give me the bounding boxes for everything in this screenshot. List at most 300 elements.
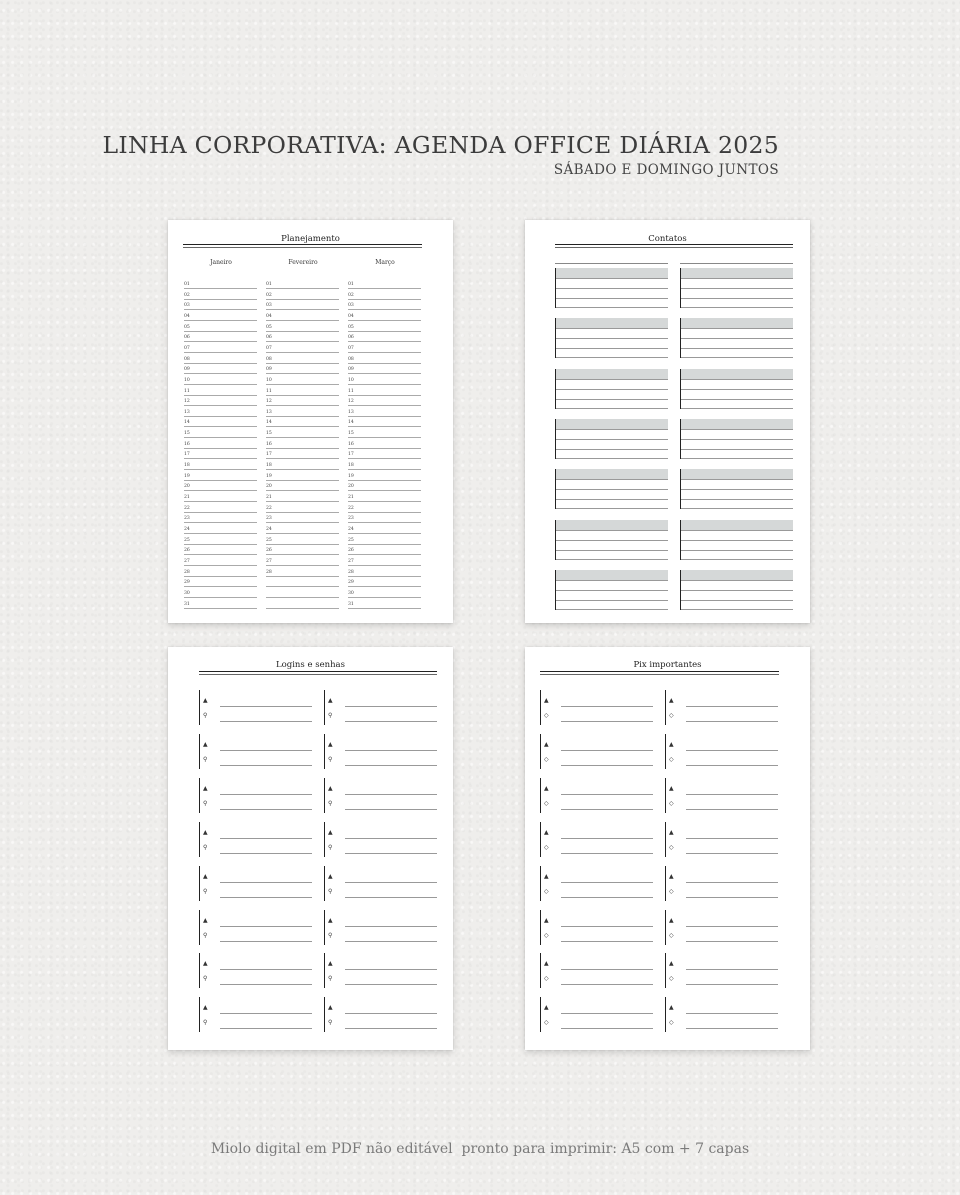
day-number: 03 [348,303,354,309]
day-number: 14 [184,420,190,426]
page-subtitle: SÁBADO E DOMINGO JUNTOS [553,162,779,178]
entry-card [665,866,778,901]
pix-icon: ◇ [669,755,674,763]
footer-caption: Miolo digital em PDF não editável pronto para imprimir: A5 com + 7 capas [210,1141,750,1157]
user-icon: ▲ [544,740,549,748]
entry-card [324,910,437,945]
contact-line [556,357,668,358]
pix-icon: ◇ [669,931,674,939]
sheet-logins-senhas [168,647,453,1050]
day-number: 08 [266,356,272,362]
day-row [348,576,421,587]
user-icon: ▲ [544,916,549,924]
day-number: 28 [266,569,272,575]
day-row [184,438,257,449]
day-number: 09 [266,367,272,373]
contact-line [556,600,668,601]
entry-card [540,822,653,857]
contact-line [681,288,793,289]
day-number: 21 [348,495,354,500]
entry-line [561,1028,653,1029]
entry-line [686,1028,778,1029]
day-number: 24 [266,526,272,532]
contact-name-field [556,369,668,379]
day-row [184,427,257,438]
contact-line [681,508,793,509]
day-number: 16 [184,441,190,447]
contact-line [556,399,668,400]
entry-line [345,794,437,795]
day-number: 02 [266,292,272,298]
contact-line [556,379,668,380]
entry-line [686,853,778,854]
day-row [184,480,257,491]
day-number: 17 [184,452,190,458]
day-number: 01 [184,282,190,287]
entry-line [220,750,312,751]
pix-icon: ◇ [544,799,549,807]
contact-line [556,530,668,531]
contact-card [680,469,793,509]
sheet-title: Pix importantes [633,660,702,670]
entry-line [686,750,778,751]
key-icon: ⚲ [203,843,208,851]
user-icon: ▲ [203,784,208,792]
title-rule [555,244,793,247]
day-row [184,534,257,545]
contact-line [681,479,793,480]
day-number: 26 [184,548,190,554]
day-row [266,374,339,385]
contact-name-field [681,520,793,530]
day-row [348,321,421,332]
day-number: 03 [266,303,272,309]
day-number: 26 [266,548,272,554]
month-header: Fevereiro [288,259,318,266]
user-icon: ▲ [669,828,674,836]
day-row [348,587,421,598]
day-row [348,448,421,459]
entry-line [686,1013,778,1014]
day-number: 06 [266,335,272,341]
contact-line [681,389,793,390]
day-number: 09 [348,367,354,373]
contact-line [681,338,793,339]
day-number: 15 [266,431,272,437]
day-number: 01 [348,282,354,287]
contact-line [681,357,793,358]
contact-line [681,530,793,531]
contact-line [681,439,793,440]
pix-icon: ◇ [669,1019,674,1027]
day-number: 27 [348,558,354,564]
day-row [184,598,257,609]
entry-card [199,866,312,901]
user-icon: ▲ [544,697,549,704]
entry-card [199,953,312,988]
entry-line [561,969,653,970]
contact-name-field [556,318,668,328]
day-row [266,363,339,374]
day-number: 12 [266,399,272,405]
day-row [184,363,257,374]
pix-icon: ◇ [544,712,549,719]
day-row [266,427,339,438]
entry-line [220,706,312,707]
day-row [348,502,421,513]
day-row [266,278,339,289]
day-number: 03 [184,303,190,309]
day-number: 19 [184,473,190,479]
day-row [348,374,421,385]
entry-card [324,690,437,725]
day-row [266,395,339,406]
contact-line [681,458,793,459]
day-row [184,576,257,587]
day-number: 07 [184,345,190,351]
day-number: 30 [184,590,190,596]
contact-card [680,570,793,610]
day-number: 18 [184,463,190,469]
entry-card [199,910,312,945]
user-icon: ▲ [328,697,333,704]
user-icon: ▲ [328,784,333,792]
day-row [184,385,257,396]
contact-card [680,520,793,560]
day-row [348,363,421,374]
day-number: 04 [184,313,190,319]
day-number: 20 [348,484,354,490]
day-row [266,523,339,534]
day-number: 13 [266,409,272,415]
contact-card [555,419,668,459]
contact-line [681,399,793,400]
day-row [266,342,339,353]
entry-line [345,941,437,942]
day-number: 16 [348,441,354,447]
day-row [184,299,257,310]
entry-line [686,794,778,795]
day-row [184,470,257,481]
day-row [266,470,339,481]
contact-line [681,328,793,329]
contact-line [556,348,668,349]
entry-line [345,809,437,810]
day-number: 26 [348,548,354,554]
entry-line [220,926,312,927]
entry-line [220,984,312,985]
user-icon: ▲ [544,960,549,968]
day-row [184,502,257,513]
key-icon: ⚲ [203,799,208,807]
user-icon: ▲ [669,740,674,748]
day-row [266,353,339,364]
day-number: 12 [348,399,354,405]
day-row [184,374,257,385]
key-icon: ⚲ [203,975,208,983]
day-number: 08 [348,356,354,362]
entry-line [220,721,312,722]
contact-line [556,389,668,390]
entry-card [540,866,653,901]
key-icon: ⚲ [203,931,208,939]
day-row [266,299,339,310]
entry-line [561,721,653,722]
day-number: 27 [266,558,272,564]
day-row [184,278,257,289]
contact-line [556,489,668,490]
day-row [266,416,339,427]
contact-line [681,559,793,560]
day-number: 10 [266,377,272,383]
entry-line [220,765,312,766]
contact-line [681,408,793,409]
entry-line [345,750,437,751]
entry-card [324,953,437,988]
day-number: 20 [266,484,272,490]
entry-line [686,969,778,970]
day-number: 07 [266,345,272,351]
day-number: 13 [184,409,190,415]
contact-line [556,439,668,440]
contact-line [681,600,793,601]
pix-icon: ◇ [544,1019,549,1027]
contact-line [556,449,668,450]
entry-line [220,1013,312,1014]
user-icon: ▲ [544,872,549,880]
contact-card [555,570,668,610]
day-number: 29 [348,580,354,586]
day-number: 13 [348,409,354,415]
contact-line [681,379,793,380]
entry-card [199,997,312,1032]
day-row [348,512,421,523]
contact-card [680,268,793,308]
user-icon: ▲ [544,784,549,792]
day-number: 24 [348,526,354,532]
user-icon: ▲ [203,872,208,880]
entry-line [686,721,778,722]
day-number: 17 [266,452,272,458]
key-icon: ⚲ [328,931,333,939]
contact-name-field [681,419,793,429]
day-row [266,587,339,598]
contact-line [681,590,793,591]
entry-card [324,734,437,769]
entry-card [324,778,437,813]
key-icon: ⚲ [203,887,208,895]
user-icon: ▲ [328,1004,333,1012]
key-icon: ⚲ [328,1019,333,1027]
day-number: 09 [184,367,190,373]
day-row [348,523,421,534]
day-row [348,353,421,364]
entry-line [345,969,437,970]
contact-line [681,540,793,541]
day-row [348,331,421,342]
entry-line [686,765,778,766]
user-icon: ▲ [328,872,333,880]
user-icon: ▲ [203,828,208,836]
day-row [266,598,339,609]
day-row [348,385,421,396]
day-number: 28 [184,569,190,575]
user-icon: ▲ [203,916,208,924]
day-number: 23 [348,516,354,522]
entry-line [345,853,437,854]
entry-line [561,882,653,883]
day-row [184,331,257,342]
pix-icon: ◇ [544,931,549,939]
contact-card [555,268,668,308]
day-number: 15 [184,431,190,437]
entry-line [220,853,312,854]
pix-icon: ◇ [669,712,674,719]
entry-card [540,953,653,988]
contacts-top-line [555,263,668,264]
user-icon: ▲ [544,1004,549,1012]
day-number: 21 [266,495,272,500]
day-number: 01 [266,282,272,287]
day-row [184,321,257,332]
day-number: 22 [348,505,354,511]
day-row [348,406,421,417]
contact-name-field [681,268,793,278]
day-number: 14 [348,420,354,426]
day-row [184,416,257,427]
pix-icon: ◇ [669,799,674,807]
user-icon: ▲ [328,960,333,968]
day-number: 10 [184,377,190,383]
entry-card [199,822,312,857]
day-number: 22 [266,505,272,511]
day-number: 19 [348,473,354,479]
key-icon: ⚲ [203,712,208,719]
day-row [348,278,421,289]
day-number: 16 [266,441,272,447]
day-number: 06 [348,335,354,341]
day-row [348,491,421,502]
day-row [266,310,339,321]
contact-line [681,429,793,430]
entry-line [345,882,437,883]
day-number: 02 [184,292,190,298]
entry-line [561,984,653,985]
entry-line [345,926,437,927]
day-row [266,448,339,459]
day-row [348,416,421,427]
contact-line [681,580,793,581]
day-row [266,555,339,566]
user-icon: ▲ [669,784,674,792]
day-row [184,491,257,502]
contact-line [556,458,668,459]
user-icon: ▲ [203,697,208,704]
day-number: 04 [266,313,272,319]
entry-line [345,984,437,985]
entry-line [561,765,653,766]
key-icon: ⚲ [328,887,333,895]
entry-line [686,809,778,810]
entry-line [561,838,653,839]
day-row [266,576,339,587]
day-row [184,544,257,555]
day-row [348,544,421,555]
contact-name-field [556,570,668,580]
sheet-contatos [525,220,810,623]
day-number: 28 [348,569,354,575]
contact-name-field [556,268,668,278]
key-icon: ⚲ [203,1019,208,1027]
entry-line [561,941,653,942]
entry-line [345,1028,437,1029]
page-title: LINHA CORPORATIVA: AGENDA OFFICE DIÁRIA 2025 [102,131,779,159]
entry-card [540,997,653,1032]
contact-line [556,288,668,289]
entry-line [561,706,653,707]
entry-card [324,997,437,1032]
user-icon: ▲ [203,1004,208,1012]
day-number: 23 [266,516,272,522]
day-row [184,448,257,459]
pix-icon: ◇ [544,843,549,851]
title-rule [183,244,422,247]
entry-line [561,853,653,854]
contact-line [681,499,793,500]
pix-icon: ◇ [669,887,674,895]
day-number: 24 [184,526,190,532]
day-row [184,555,257,566]
day-row [184,566,257,577]
contact-line [681,550,793,551]
day-row [266,512,339,523]
day-row [348,566,421,577]
user-icon: ▲ [669,697,674,704]
contact-card [555,469,668,509]
day-row [348,555,421,566]
day-row [184,523,257,534]
day-number: 06 [184,335,190,341]
entry-line [220,794,312,795]
entry-line [345,897,437,898]
entry-line [561,897,653,898]
contact-line [556,590,668,591]
day-number: 11 [184,388,190,394]
day-number: 05 [184,324,190,330]
title-rule [199,671,437,674]
contact-card [680,369,793,409]
day-number: 22 [184,505,190,511]
contact-card [555,520,668,560]
entry-line [686,941,778,942]
entry-line [220,838,312,839]
day-row [348,598,421,609]
contact-line [556,508,668,509]
user-icon: ▲ [328,740,333,748]
key-icon: ⚲ [328,975,333,983]
day-row [266,566,339,577]
entry-line [686,984,778,985]
day-number: 25 [266,537,272,543]
day-row [184,353,257,364]
user-icon: ▲ [669,916,674,924]
contact-name-field [681,369,793,379]
contact-line [681,609,793,610]
contact-line [556,540,668,541]
key-icon: ⚲ [328,755,333,763]
entry-line [561,809,653,810]
entry-card [665,778,778,813]
